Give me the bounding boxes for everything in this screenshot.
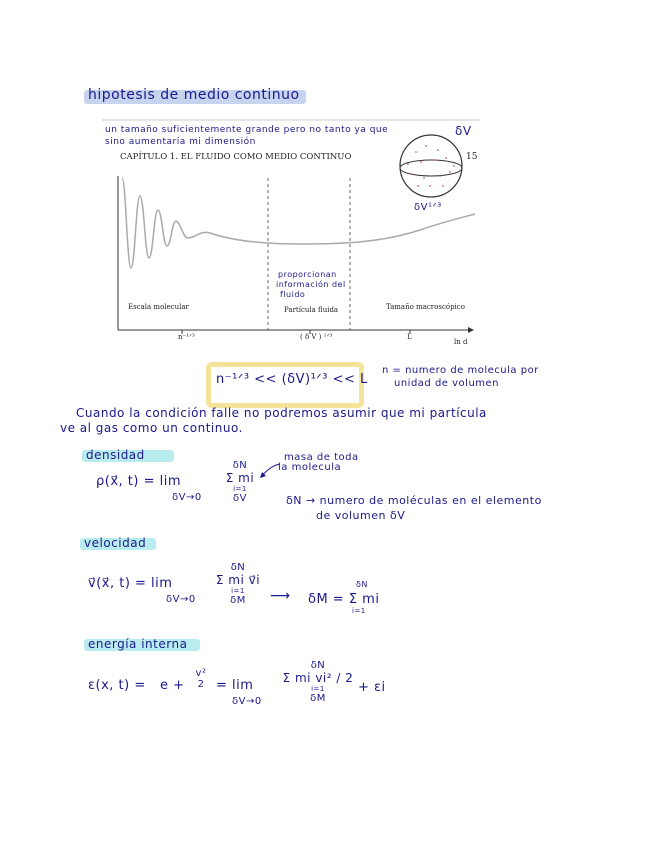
energy-num-top: δN	[310, 660, 326, 671]
energy-v2-fraction	[192, 668, 210, 690]
mid-note-3: fluido	[280, 290, 306, 299]
velocity-denominator: δM	[230, 595, 246, 606]
density-denominator: δV	[233, 493, 247, 504]
mass-def-sub: i=1	[352, 607, 366, 615]
sphere-label-top: δV	[455, 124, 472, 138]
mid-note-2: información del	[276, 280, 346, 289]
energy-fraction	[276, 660, 360, 704]
energy-eq-lim: = lim	[216, 678, 254, 693]
energy-v2: v²	[195, 668, 207, 679]
velocity-num-top: δN	[230, 562, 246, 573]
mass-note-1: masa de toda	[284, 452, 359, 463]
intro-note-line1: un tamaño suficientemente grande pero no tanto ya que	[105, 125, 389, 135]
page-title: hipotesis de medio continuo	[88, 87, 300, 103]
energy-tail: + εi	[358, 680, 386, 695]
velocity-lhs: v⃗(x⃗, t) = lim	[88, 576, 173, 591]
mass-note-arrow-icon	[256, 462, 282, 480]
velocity-num-sub: i=1	[231, 587, 245, 595]
region-mid-label: Partícula fluida	[284, 306, 339, 314]
book-header: CAPÍTULO 1. EL FLUIDO COMO MEDIO CONTINUO	[120, 152, 352, 162]
velocity-arrow: ⟶	[270, 588, 291, 604]
axis-label: ln d	[454, 338, 468, 346]
mass-definition: δM = Σ mi	[308, 592, 380, 607]
velocity-fraction	[206, 562, 270, 606]
density-num-sub: i=1	[233, 485, 247, 493]
tick-label-3: L	[407, 333, 412, 341]
mass-note-2: la molecula	[278, 462, 342, 473]
energy-num-sub: i=1	[311, 685, 325, 693]
condition-formula: n⁻¹ᐟ³ << (δV)¹ᐟ³ << L	[216, 372, 368, 387]
energy-numerator: Σ mi vi² / 2	[282, 671, 354, 685]
page-number: 15	[466, 152, 478, 162]
region-right-label: Tamaño macroscópico	[386, 303, 465, 311]
intro-note-line2: sino aumentaría mi dimensión	[105, 137, 256, 147]
energy-limit: δV→0	[232, 696, 262, 707]
density-lhs: ρ(x⃗, t) = lim	[96, 474, 181, 489]
energy-heading: energía interna	[88, 637, 188, 651]
n-definition-line2: unidad de volumen	[394, 378, 500, 389]
energy-denominator: δM	[310, 693, 326, 704]
energy-plus-e: e +	[160, 678, 185, 693]
dn-definition-1: δN → numero de moléculas en el elemento	[286, 494, 542, 507]
mass-def-top: δN	[356, 580, 368, 589]
density-limit: δV→0	[172, 492, 202, 503]
volume-sphere-icon	[396, 130, 466, 202]
dn-definition-2: de volumen δV	[316, 509, 406, 522]
density-numerator: Σ mi	[225, 471, 255, 485]
energy-two: 2	[197, 679, 205, 690]
region-left-label: Escala molecular	[128, 303, 189, 311]
density-num-top: δN	[232, 460, 248, 471]
n-definition-line1: n = numero de molecula por	[382, 365, 539, 376]
continuum-line1: Cuando la condición falle no podremos asumir que mi partícula	[76, 406, 487, 420]
velocity-limit: δV→0	[166, 594, 196, 605]
velocity-heading: velocidad	[84, 536, 147, 550]
sphere-label-bottom: δV¹ᐟ³	[414, 202, 442, 213]
velocity-numerator: Σ mi v⃗i	[215, 573, 261, 587]
density-heading: densidad	[86, 448, 145, 462]
mid-note-1: proporcionan	[278, 270, 337, 279]
tick-label-2: ( δ V ) ¹ᐟ³	[300, 333, 333, 341]
continuum-line2: ve al gas como un continuo.	[60, 421, 243, 435]
energy-lhs: ε(x, t) =	[88, 678, 146, 693]
tick-label-1: n⁻¹ᐟ³	[178, 333, 195, 341]
